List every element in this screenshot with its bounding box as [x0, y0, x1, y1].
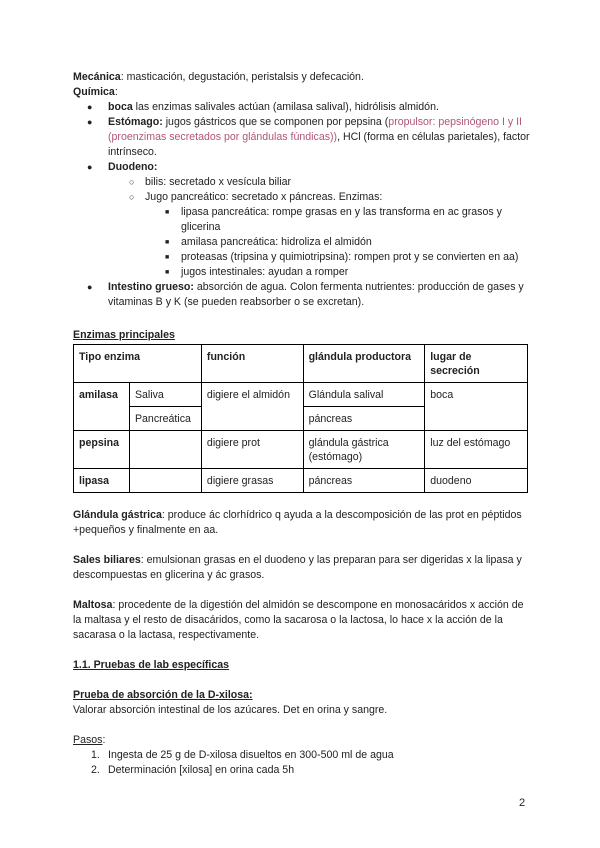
- header-funcion: función: [201, 345, 303, 383]
- xilosa-title: Prueba de absorción de la D-xilosa:: [73, 689, 253, 701]
- enzymes-sublist: [145, 205, 531, 280]
- header-tipo: Tipo enzima: [74, 345, 202, 383]
- list-item-boca: ● boca las enzimas salivales actúan (amilasa salival), hidrólisis almidón.: [73, 100, 531, 115]
- list-item-intestino: ● Intestino grueso: absorción de agua. Colon fermenta nutrientes: producción de gases y vitaminas B y K (se pueden reabsorber o se excretan).: [73, 280, 531, 310]
- sales-biliares-paragraph: Sales biliares: emulsionan grasas en el duodeno y las preparan para ser digeridas x la lipasa y descompuestas en glicerina y ác grasos.: [73, 554, 522, 581]
- section-title: 1.1. Pruebas de lab específicas: [73, 659, 230, 671]
- list-item-duodeno: ● Duodeno: ○ bilis: secretado x vesícula biliar ○ Jugo pancreático: secretado x páncreas. Enzimas: ■ lipasa pancreática: rompe grasas en y las transforma en ac grasos y glicerina ■ amilasa pancreática: hidroliza el almidón ■ proteasas (tripsina y quimiotripsina): rompen prot y se convierten en aa) ■ jugos intestinales: ayudan a romper: [73, 160, 531, 280]
- list-item-estomago: ● Estómago: jugos gástricos que se componen por pepsina (propulsor: pepsinógeno I y II (proenzimas secretados por glándulas fúndicas)), HCl (forma en células parietales), factor intrínseco.: [73, 115, 531, 160]
- maltosa-paragraph: Maltosa: procedente de la digestión del almidón se descompone en monosacáridos x acción de la maltasa y el resto de disacáridos, como la sacarosa o la lactosa, lo hace x la acción de la sacarasa o la lactasa, respectivamente.: [73, 599, 524, 641]
- glandula-gastrica-paragraph: Glándula gástrica: produce ác clorhídrico q ayuda a la descomposición de las prot en péptidos +pequeños y finalmente en aa.: [73, 509, 522, 536]
- quimica-line: Química:: [73, 86, 118, 98]
- mecanica-term: Mecánica: [73, 71, 121, 83]
- mecanica-line: Mecánica: masticación, degustación, peristalsis y defecación.: [73, 71, 364, 83]
- list-item-step: 2. Determinación [xilosa] en orina cada 5h: [91, 764, 295, 776]
- digestion-list: [73, 100, 531, 310]
- quimica-term: Química: [73, 86, 115, 98]
- list-item-enzyme: ■ proteasas (tripsina y quimiotripsina): rompen prot y se convierten en aa): [73, 250, 531, 265]
- pasos-label: Pasos:: [73, 734, 106, 746]
- page-number: 2: [519, 797, 526, 809]
- list-item-enzyme: ■ amilasa pancreática: hidroliza el almidón: [73, 235, 531, 250]
- list-item-jugo-pancreatico: ○ Jugo pancreático: secretado x páncreas. Enzimas: ■ lipasa pancreática: rompe grasas en y las transforma en ac grasos y glicerina ■ amilasa pancreática: hidroliza el almidón ■ proteasas (tripsina y quimiotripsina): rompen prot y se convierten en aa) ■ jugos intestinales: ayudan a romper: [73, 190, 531, 280]
- header-lugar: lugar de secreción: [425, 345, 528, 383]
- duodeno-sublist: [108, 175, 531, 280]
- list-item-bilis: ○ bilis: secretado x vesícula biliar: [73, 175, 531, 190]
- enzimas-title: Enzimas principales: [73, 329, 175, 341]
- table-row: Pancreática páncreas: [74, 407, 528, 431]
- table-row: pepsina digiere prot glándula gástrica (estómago) luz del estómago: [74, 431, 528, 469]
- pepsinogeno-highlight: propulsor: pepsinógeno I y II (proenzimas secretados por glándulas fúndicas)): [108, 116, 522, 143]
- steps-list: [73, 748, 531, 778]
- header-glandula: glándula productora: [303, 345, 425, 383]
- enzymes-table: [73, 344, 528, 493]
- xilosa-description: Valorar absorción intestinal de los azúcares. Det en orina y sangre.: [73, 704, 388, 716]
- table-row: amilasa Saliva digiere el almidón Glándula salival boca: [74, 383, 528, 407]
- table-header-row: [74, 345, 528, 383]
- document-page: [73, 70, 531, 778]
- list-item-enzyme: ■ jugos intestinales: ayudan a romper: [73, 265, 531, 280]
- list-item-enzyme: ■ lipasa pancreática: rompe grasas en y las transforma en ac grasos y glicerina: [73, 205, 531, 235]
- table-row: lipasa digiere grasas páncreas duodeno: [74, 469, 528, 493]
- list-item-step: 1. Ingesta de 25 g de D-xilosa disueltos en 300-500 ml de agua: [91, 749, 394, 761]
